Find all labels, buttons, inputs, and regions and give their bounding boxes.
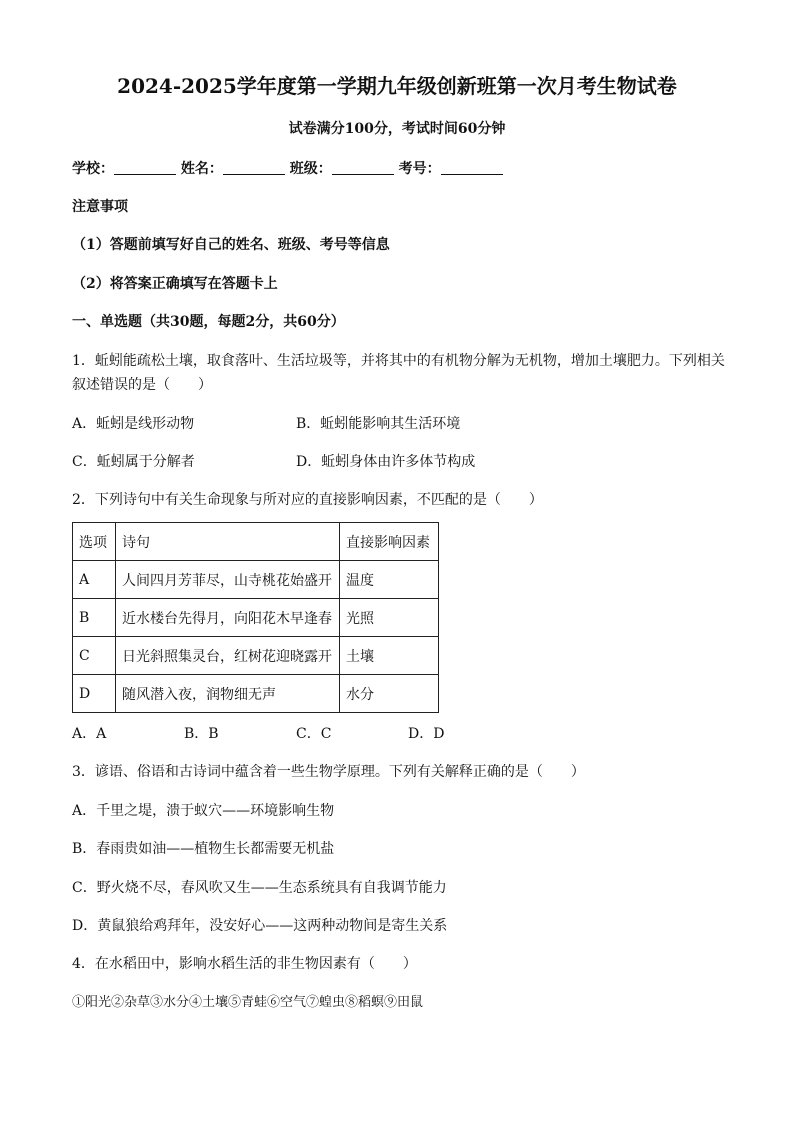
exam-subtitle: 试卷满分100分，考试时间60分钟 [288, 121, 506, 137]
question-1-option-d: D．蚯蚓身体由许多体节构成 [296, 454, 476, 470]
exam-number-label: 考号： [398, 161, 441, 177]
question-3-option-c: C．野火烧不尽，春风吹又生——生态系统具有自我调节能力 [72, 880, 447, 896]
table-header-cell: 选项 [73, 523, 116, 561]
info-line [72, 158, 503, 178]
table-row [73, 675, 439, 713]
exam-number-blank [441, 160, 503, 175]
question-1-stem-cont: 叙述错误的是（ ） [72, 377, 212, 393]
school-blank [114, 160, 176, 175]
exam-title: 2024-2025学年度第一学期九年级创新班第一次月考生物试卷 [117, 74, 677, 98]
table-cell: 水分 [340, 675, 439, 713]
section-heading: 一、单选题（共30题，每题2分，共60分） [72, 314, 345, 330]
table-cell: 日光斜照集灵台，红树花迎晓露开 [116, 637, 340, 675]
table-cell: B [73, 599, 116, 637]
question-3-option-b: B．春雨贵如油——植物生长都需要无机盐 [72, 841, 335, 857]
table-header-row [73, 523, 439, 561]
table-header-cell: 直接影响因素 [340, 523, 439, 561]
note-item: （1）答题前填写好自己的姓名、班级、考号等信息 [72, 237, 390, 253]
table-cell: 土壤 [340, 637, 439, 675]
table-cell: 温度 [340, 561, 439, 599]
table-cell: 人间四月芳菲尽，山寺桃花始盛开 [116, 561, 340, 599]
question-2-option-a: A．A [72, 726, 107, 742]
question-2-option-d: D．D [408, 726, 445, 742]
table-cell: 随风潜入夜，润物细无声 [116, 675, 340, 713]
question-4-stem: 4．在水稻田中，影响水稻生活的非生物因素有（ ） [72, 956, 417, 972]
notes-heading: 注意事项 [72, 199, 128, 215]
school-label: 学校： [72, 161, 114, 177]
table-cell: A [73, 561, 116, 599]
question-2-option-c: C．C [296, 726, 332, 742]
question-3-stem: 3．谚语、俗语和古诗词中蕴含着一些生物学原理。下列有关解释正确的是（ ） [72, 764, 585, 780]
question-2-table [72, 522, 439, 713]
question-3-option-a: A．千里之堤，溃于蚁穴——环境影响生物 [72, 803, 335, 819]
name-blank [223, 160, 285, 175]
question-2-option-b: B．B [184, 726, 219, 742]
name-label: 姓名： [180, 161, 223, 177]
question-1-option-a: A．蚯蚓是线形动物 [72, 416, 195, 432]
question-4-factors: ①阳光②杂草③水分④土壤⑤青蛙⑥空气⑦蝗虫⑧稻螟⑨田鼠 [72, 995, 424, 1010]
table-cell: 近水楼台先得月，向阳花木早逢春 [116, 599, 340, 637]
question-1-stem: 1．蚯蚓能疏松土壤，取食落叶、生活垃圾等，并将其中的有机物分解为无机物，增加土壤肥力。下列相关 [72, 353, 725, 369]
table-cell: 光照 [340, 599, 439, 637]
table-header-cell: 诗句 [116, 523, 340, 561]
table-cell: C [73, 637, 116, 675]
class-blank [332, 160, 394, 175]
table-row [73, 599, 439, 637]
question-2-stem: 2．下列诗句中有关生命现象与所对应的直接影响因素，不匹配的是（ ） [72, 492, 543, 508]
question-1-option-b: B．蚯蚓能影响其生活环境 [296, 416, 461, 432]
table-cell: D [73, 675, 116, 713]
note-item: （2）将答案正确填写在答题卡上 [72, 276, 278, 292]
class-label: 班级： [289, 161, 332, 177]
question-3-option-d: D．黄鼠狼给鸡拜年，没安好心——这两种动物间是寄生关系 [72, 918, 448, 934]
question-1-option-c: C．蚯蚓属于分解者 [72, 454, 195, 470]
table-row [73, 637, 439, 675]
table-row [73, 561, 439, 599]
